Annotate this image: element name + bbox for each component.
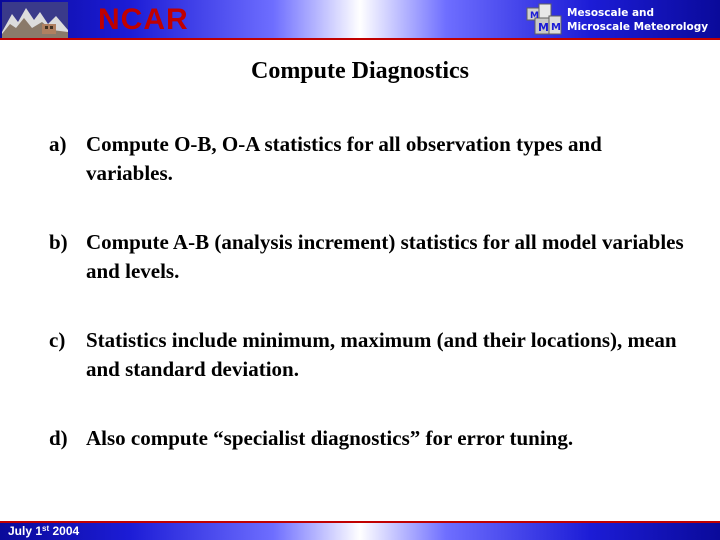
list-item-text: Also compute “specialist diagnostics” for error tuning. [86, 426, 574, 450]
division-line-1: Mesoscale and [567, 7, 655, 19]
list-marker: d) [49, 426, 68, 450]
svg-text:M: M [538, 21, 549, 34]
svg-text:M: M [551, 22, 561, 33]
mmm-logo-icon [525, 2, 565, 38]
division-name [567, 6, 708, 34]
list-item-text: Compute A-B (analysis increment) statistics for all model variables and levels. [86, 230, 684, 283]
division-line-2: Microscale Meteorology [567, 21, 709, 33]
list-marker: c) [49, 328, 66, 352]
svg-text:M: M [530, 11, 539, 21]
list-item [49, 130, 689, 188]
header-banner [0, 0, 720, 40]
footer-date-prefix: July 1 [8, 524, 43, 538]
list-marker: a) [49, 132, 67, 156]
footer-date [8, 524, 79, 539]
mountains-logo-icon [2, 2, 68, 38]
list-item [49, 424, 573, 453]
footer-date-suffix: st [42, 524, 50, 533]
list-item-text: Statistics include minimum, maximum (and their locations), mean and standard deviation. [86, 328, 677, 381]
slide-title: Compute Diagnostics [250, 58, 469, 84]
list-item-text: Compute O-B, O-A statistics for all observation types and variables. [86, 132, 602, 185]
footer-date-year: 2004 [49, 524, 80, 538]
list-item [49, 228, 689, 286]
footer-banner [0, 521, 720, 540]
list-marker: b) [49, 230, 68, 254]
org-name: NCAR [98, 3, 189, 36]
list-item [49, 326, 689, 384]
